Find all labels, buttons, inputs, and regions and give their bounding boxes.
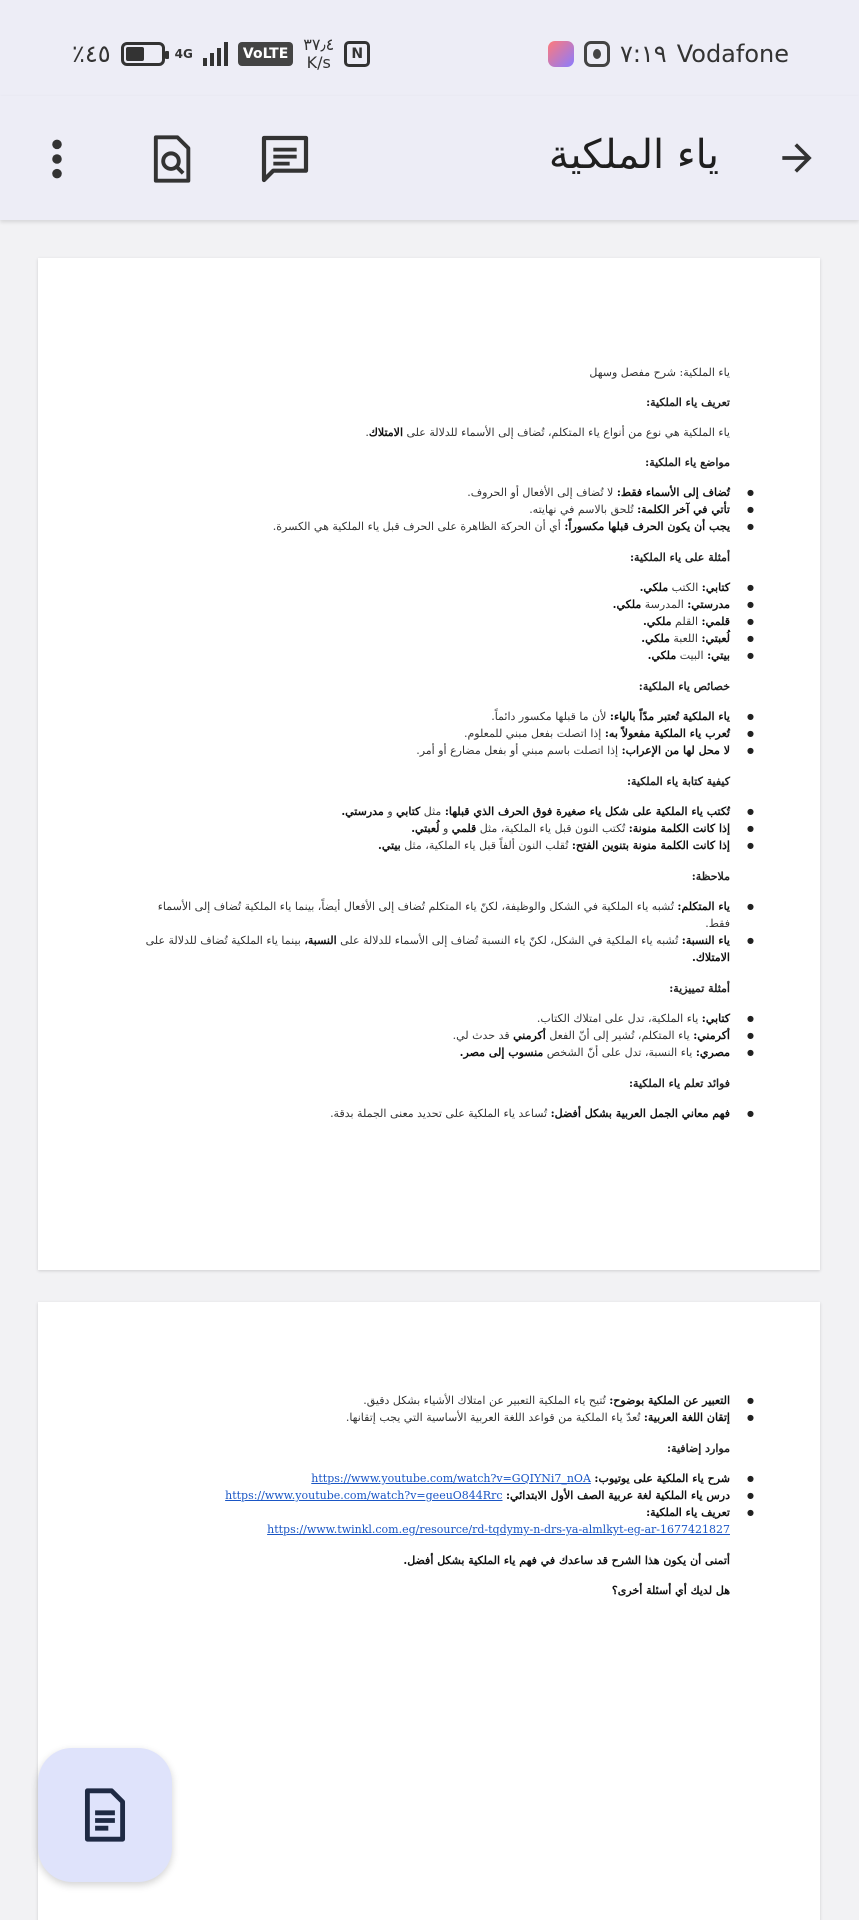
resources-list [130,1470,730,1538]
distinct-examples-list [130,1010,730,1061]
list-item: ● ياء المتكلم: تُشبه ياء الملكية في الشكل والوظيفة، لكنّ ياء المتكلم تُضاف إلى الأفعال أيضاً، بينما ياء الملكية تُضاف إلى الأسماء فقط. [130,898,730,932]
section-heading: ملاحظة: [691,870,730,883]
list-item: ● تُضاف إلى الأسماء فقط: لا تُضاف إلى الأفعال أو الحروف. [130,484,730,501]
signal-icon [203,42,228,66]
list-item: ● كتابي: ياء الملكية، تدل على امتلاك الكتاب. [130,1010,730,1027]
list-item: ● تُكتب ياء الملكية على شكل ياء صغيرة فوق الحرف الذي قبلها: مثل كتابي و مدرستي. [130,803,730,820]
carrier-name: Vodafone [676,40,789,68]
closing-text: أتمنى أن يكون هذا الشرح قد ساعدك في فهم ياء الملكية بشكل أفضل. [403,1554,730,1567]
app-toolbar [0,96,859,220]
examples-list [130,579,730,664]
document-icon [83,1788,127,1842]
page-2-content [130,1392,730,1612]
document-fab-button[interactable] [38,1748,172,1882]
list-item: ● تأتي في آخر الكلمة: تُلحق بالاسم في نهايته. [130,501,730,518]
status-left [72,34,370,74]
list-item: ● ياء الملكية تُعتبر مدّاً بالياء: لأن ما قبلها مكسور دائماً. [130,708,730,725]
list-item: ● بيتي: البيت ملكي. [130,647,730,664]
battery-icon [121,42,165,66]
clock: ٧:١٩ [619,40,667,68]
list-item: ● مدرستي: المدرسة ملكي. [130,596,730,613]
volte-badge: VoLTE [238,42,293,66]
question-text: هل لديك أي أسئلة أخرى؟ [611,1584,730,1597]
nfc-icon: N [344,41,370,67]
resource-link[interactable]: https://www.youtube.com/watch?v=geeuO844Rrc [225,1489,503,1502]
status-right [548,34,789,74]
status-bar [0,0,859,96]
section-heading: تعريف ياء الملكية: [646,396,730,409]
speed-value: ٣٧٫٤ [303,35,335,54]
section-heading: موارد إضافية: [667,1442,730,1455]
find-in-page-icon[interactable] [136,124,206,194]
media-notification-icon [584,41,610,67]
intro-line: ياء الملكية: شرح مفصل وسهل [589,366,730,379]
list-item: ● يجب أن يكون الحرف قبلها مكسوراً: أي أن الحركة الظاهرة على الحرف قبل ياء الملكية هي الكسرة. [130,518,730,535]
section-heading: أمثلة تمييزية: [669,982,730,995]
notes-list [130,898,730,966]
resource-link[interactable]: https://www.youtube.com/watch?v=GQIYNi7_nOA [311,1472,591,1485]
properties-list [130,708,730,759]
list-item: ● كتابي: الكتب ملكي. [130,579,730,596]
list-item: ● إذا كانت الكلمة منونة بتنوين الفتح: تُقلب النون ألفاً قبل ياء الملكية، مثل بيتي. [130,837,730,854]
writing-list [130,803,730,854]
list-item: ● لا محل لها من الإعراب: إذا اتصلت باسم مبني أو بفعل مضارع أو أمر. [130,742,730,759]
section-heading: فوائد تعلم ياء الملكية: [629,1077,730,1090]
list-item: ● أكرمني: ياء المتكلم، تُشير إلى أنّ الفعل أكرمني قد حدث لي. [130,1027,730,1044]
definition-text: ياء الملكية هي نوع من أنواع ياء المتكلم، تُضاف إلى الأسماء للدلالة على الامتلاك. [365,426,730,439]
list-item: ● قلمي: القلم ملكي. [130,613,730,630]
benefits-list-continued [130,1392,730,1426]
section-heading: أمثلة على ياء الملكية: [629,551,730,564]
page-1-content [130,364,730,1136]
network-speed [303,36,334,72]
comment-icon[interactable] [250,124,320,194]
list-item: ● تُعرب ياء الملكية مفعولاً به: إذا اتصلت بفعل مبني للمعلوم. [130,725,730,742]
list-item: ● لُعبتي: اللعبة ملكي. [130,630,730,647]
places-list [130,484,730,535]
section-heading: خصائص ياء الملكية: [638,680,730,693]
battery-percent: ٪٤٥ [72,40,111,68]
list-item: ● مصري: ياء النسبة، تدل على أنّ الشخص منسوب إلى مصر. [130,1044,730,1061]
speed-unit: K/s [306,53,331,72]
document-page-1[interactable] [38,258,820,1270]
list-item: ● ياء النسبة: تُشبه ياء الملكية في الشكل، لكنّ ياء النسبة تُضاف إلى الأسماء للدلالة على النسبة، بينما ياء الملكية تُضاف للدلالة على الامتلاك. [130,932,730,966]
list-item: ● إذا كانت الكلمة منونة: تُكتب النون قبل ياء الملكية، مثل قلمي و لُعبتي. [130,820,730,837]
list-item: ● درس ياء الملكية لغة عربية الصف الأول الابتدائي: https://www.youtube.com/watch?v=geeuO844Rrc [130,1487,730,1504]
list-item: ● شرح ياء الملكية على يوتيوب: https://www.youtube.com/watch?v=GQIYNi7_nOA [130,1470,730,1487]
app-notification-icon [548,41,574,67]
benefits-list [130,1105,730,1122]
network-type: 4G [174,47,193,61]
list-item: ● تعريف ياء الملكية: https://www.twinkl.com.eg/resource/rd-tqdymy-n-drs-ya-almlkyt-eg-ar-1677421827 [130,1504,730,1538]
resource-link[interactable]: https://www.twinkl.com.eg/resource/rd-tqdymy-n-drs-ya-almlkyt-eg-ar-1677421827 [267,1523,730,1536]
list-item: ● التعبير عن الملكية بوضوح: تُتيح ياء الملكية التعبير عن امتلاك الأشياء بشكل دقيق. [130,1392,730,1409]
list-item: ● إتقان اللغة العربية: تُعدّ ياء الملكية من قواعد اللغة العربية الأساسية التي يجب إتقانها. [130,1409,730,1426]
arrow-forward-icon[interactable] [765,126,829,190]
section-heading: مواضع ياء الملكية: [645,456,730,469]
list-item: ● فهم معاني الجمل العربية بشكل أفضل: تُساعد ياء الملكية على تحديد معنى الجملة بدقة. [130,1105,730,1122]
document-title: ياء الملكية [548,132,719,178]
section-heading: كيفية كتابة ياء الملكية: [626,775,730,788]
more-vert-icon[interactable] [22,124,92,194]
